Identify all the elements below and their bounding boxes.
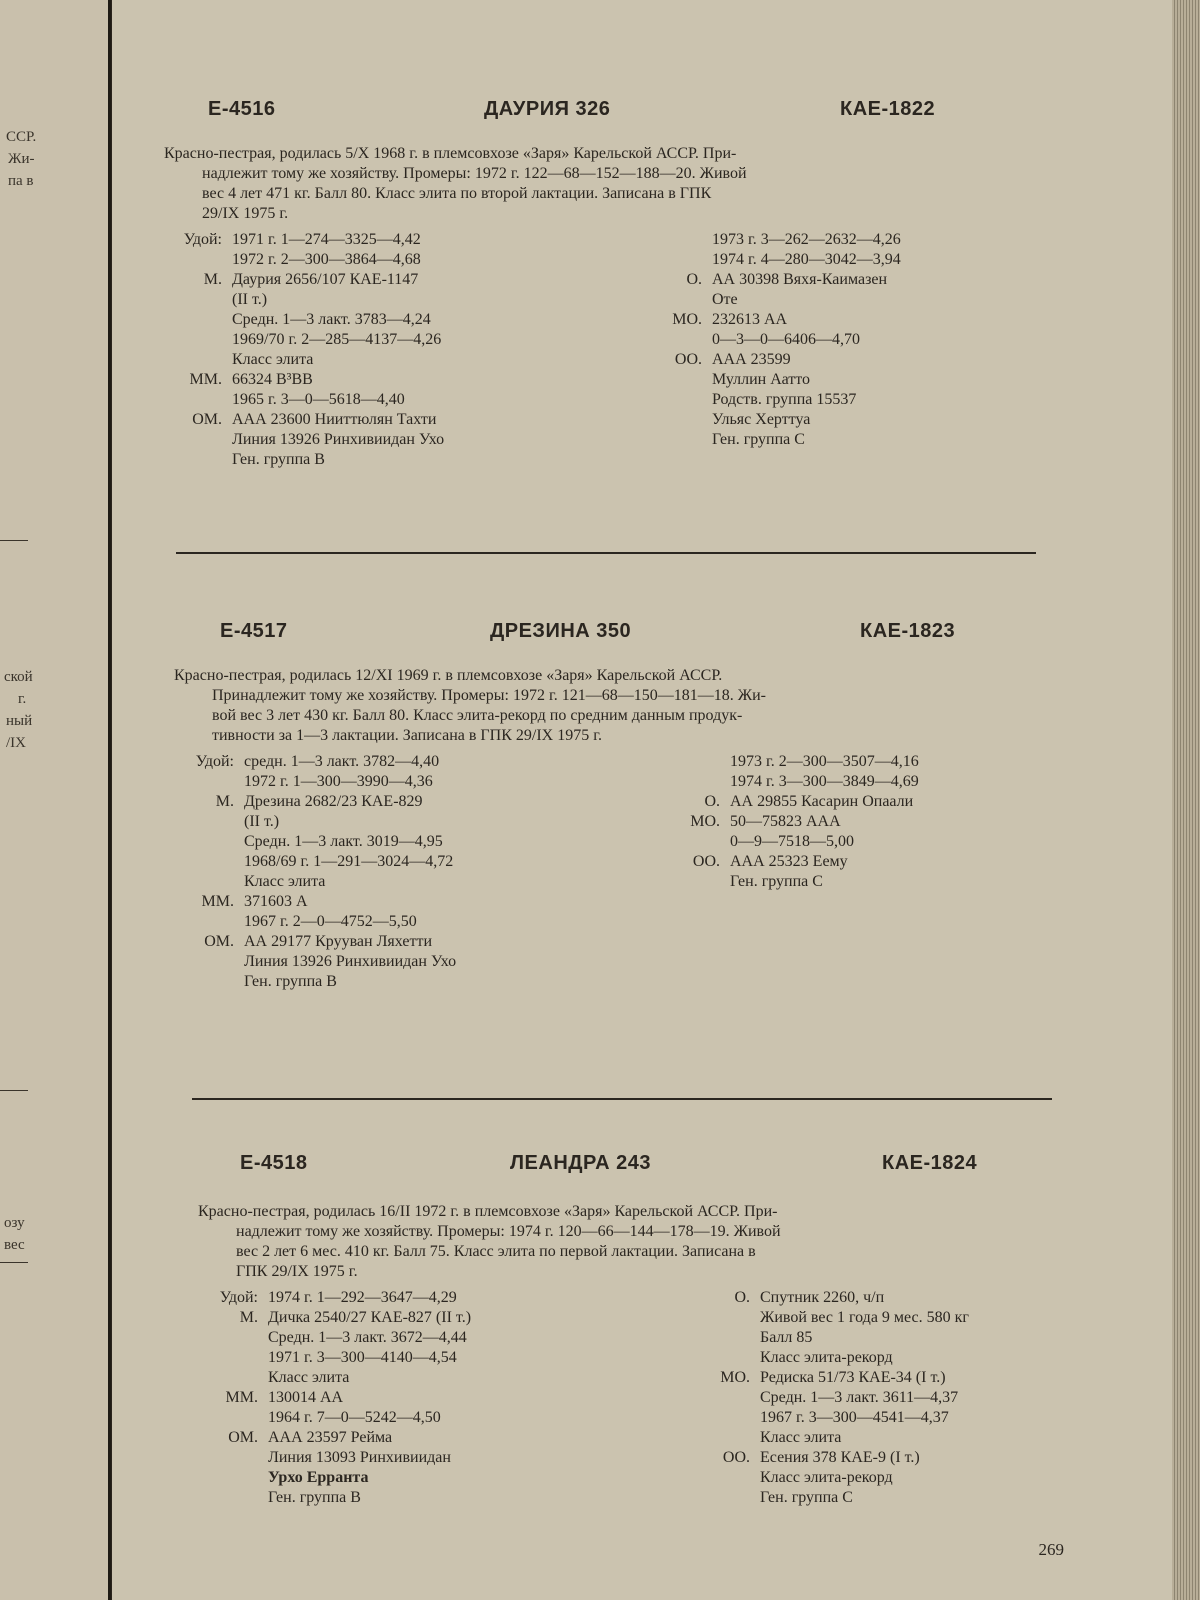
- pedigree-line: [162, 390, 444, 410]
- pedigree-line: [198, 1428, 471, 1448]
- pedigree-line: [660, 832, 919, 852]
- pedigree-line: [660, 792, 919, 812]
- pedigree-line: [174, 752, 456, 772]
- pedigree-value: Линия 13926 Ринхивиидан Ухо: [244, 953, 457, 970]
- pedigree-value: Редиска 51/73 КАЕ-34 (I т.): [760, 1369, 946, 1386]
- pedigree-value: Ген. группа В: [232, 451, 325, 468]
- pedigree-value: 371603 А: [244, 893, 308, 910]
- entry-id: Е-4517: [220, 620, 288, 642]
- pedigree-key: О.: [704, 793, 720, 810]
- entry-id: Е-4516: [208, 98, 276, 120]
- pedigree-key: М.: [239, 1309, 258, 1326]
- pedigree-value: Даурия 2656/107 КАЕ-1147: [232, 271, 419, 288]
- pedigree-value: Класс элита: [232, 351, 314, 368]
- pedigree-value: Ген. группа В: [268, 1489, 361, 1506]
- pedigree-value: 1971 г. 1—274—3325—4,42: [232, 231, 421, 248]
- left-fragment: /IX: [6, 735, 26, 751]
- pedigree-value: Живой вес 1 года 9 мес. 580 кг: [760, 1309, 969, 1326]
- pedigree-value: 232613 АА: [712, 311, 788, 328]
- entry-name: ЛЕАНДРА 243: [510, 1152, 651, 1174]
- left-fragment: ный: [6, 713, 33, 729]
- desc-line: ГПК 29/IX 1975 г.: [236, 1263, 358, 1280]
- pedigree-line: [174, 972, 456, 992]
- pedigree-key: МО.: [672, 311, 702, 328]
- pedigree-line: [690, 1468, 969, 1488]
- pedigree-line: [198, 1468, 471, 1488]
- desc-line: вой вес 3 лет 430 кг. Балл 80. Класс элита-рекорд по средним данным продук-: [212, 707, 743, 724]
- pedigree-value: ААА 23600 Нииттюлян Тахти: [232, 411, 437, 428]
- pedigree-value: 1973 г. 3—262—2632—4,26: [712, 231, 901, 248]
- desc-line: вес 4 лет 471 кг. Балл 80. Класс элита по второй лактации. Записана в ГПК: [202, 185, 712, 202]
- pedigree-value: средн. 1—3 лакт. 3782—4,40: [244, 753, 440, 770]
- desc-line: 29/IX 1975 г.: [202, 205, 289, 222]
- pedigree-value: Муллин Аатто: [712, 371, 811, 388]
- pedigree-key: Удой:: [195, 753, 234, 770]
- pedigree-line: [198, 1408, 471, 1428]
- pedigree-value: 1973 г. 2—300—3507—4,16: [730, 753, 919, 770]
- pedigree-value: Ген. группа С: [760, 1489, 853, 1506]
- pedigree-value: Спутник 2260, ч/п: [760, 1289, 885, 1306]
- left-divider: [0, 1090, 28, 1091]
- desc-line: вес 2 лет 6 мес. 410 кг. Балл 75. Класс элита по первой лактации. Записана в: [236, 1243, 756, 1260]
- desc-line: надлежит тому же хозяйству. Промеры: 1972 г. 122—68—152—188—20. Живой: [202, 165, 747, 182]
- pedigree-line: [198, 1348, 471, 1368]
- desc-line: Красно-пестрая, родилась 5/X 1968 г. в племсовхозе «Заря» Карельской АССР. При-: [164, 145, 737, 162]
- pedigree-value: Дрезина 2682/23 КАЕ-829: [244, 793, 423, 810]
- desc-line: надлежит тому же хозяйству. Промеры: 1974 г. 120—66—144—178—19. Живой: [236, 1223, 781, 1240]
- pedigree-key: ОО.: [722, 1449, 750, 1466]
- pedigree-value: Линия 13093 Ринхивиидан: [268, 1449, 451, 1466]
- pedigree-value: Класс элита: [244, 873, 326, 890]
- pedigree-value: АА 29177 Крууван Ляхетти: [244, 933, 433, 950]
- pedigree-value: Линия 13926 Ринхивиидан Ухо: [232, 431, 445, 448]
- pedigree-line: [162, 250, 444, 270]
- pedigree-line: [690, 1308, 969, 1328]
- entry-e4518: [112, 1152, 1172, 1506]
- left-fragment: ССР.: [6, 129, 37, 145]
- pedigree-value: Оте: [712, 291, 738, 308]
- pedigree-key: ОМ.: [204, 933, 234, 950]
- pedigree-value: 66324 В³ВВ: [232, 371, 313, 388]
- entry-header: [112, 1152, 1172, 1192]
- pedigree-value: Ген. группа С: [712, 431, 805, 448]
- entry-e4517: [112, 620, 1172, 990]
- pedigree-value: (II т.): [232, 291, 268, 308]
- left-divider: [0, 1262, 28, 1263]
- pedigree-value: 130014 АА: [268, 1389, 344, 1406]
- pedigree-line: [660, 872, 919, 892]
- pedigree-value: Есения 378 КАЕ-9 (I т.): [760, 1449, 920, 1466]
- pedigree-line: [162, 330, 444, 350]
- pedigree-value: Балл 85: [760, 1329, 813, 1346]
- pedigree-line: [162, 450, 444, 470]
- pedigree-value: Класс элита: [760, 1429, 842, 1446]
- pedigree-line: [162, 370, 444, 390]
- desc-line: Красно-пестрая, родилась 12/XI 1969 г. в племсовхозе «Заря» Карельской АССР.: [174, 667, 723, 684]
- pedigree-key: М.: [203, 271, 222, 288]
- entry-name: ДРЕЗИНА 350: [490, 620, 632, 642]
- pedigree-line: [162, 290, 444, 310]
- pedigree-line: [642, 350, 901, 370]
- left-fragment: озу: [4, 1215, 25, 1231]
- pedigree-line: [642, 230, 901, 250]
- pedigree-value: 1967 г. 2—0—4752—5,50: [244, 913, 417, 930]
- pedigree-line: [690, 1328, 969, 1348]
- pedigree-key: Удой:: [219, 1289, 258, 1306]
- pedigree-value: АА 29855 Касарин Опаали: [730, 793, 914, 810]
- pedigree-line: [174, 772, 456, 792]
- pedigree-value: АА 30398 Вяхя-Каимазен: [712, 271, 888, 288]
- pedigree-line: [174, 892, 456, 912]
- pedigree-line: [174, 812, 456, 832]
- entry-separator: [192, 1098, 1052, 1100]
- pedigree-line: [174, 792, 456, 812]
- pedigree-line: [690, 1348, 969, 1368]
- pedigree-line: [642, 410, 901, 430]
- entry-code: КАЕ-1823: [860, 620, 956, 642]
- entry-header: [112, 620, 1172, 660]
- pedigree-key: МО.: [690, 813, 720, 830]
- pedigree-value: Ген. группа С: [730, 873, 823, 890]
- entry-id: Е-4518: [240, 1152, 308, 1174]
- entry-code: КАЕ-1822: [840, 98, 936, 120]
- pedigree-line: [162, 430, 444, 450]
- pedigree-key: ММ.: [225, 1389, 258, 1406]
- pedigree-right: [660, 752, 919, 892]
- pedigree-value: Средн. 1—3 лакт. 3019—4,95: [244, 833, 443, 850]
- pedigree-left: [198, 1288, 471, 1508]
- pedigree-line: [174, 952, 456, 972]
- pedigree-value: ААА 23597 Рейма: [268, 1429, 393, 1446]
- pedigree-line: [642, 430, 901, 450]
- entry-name: ДАУРИЯ 326: [484, 98, 611, 120]
- pedigree-key: О.: [734, 1289, 750, 1306]
- pedigree-line: [198, 1388, 471, 1408]
- pedigree-key: ОО.: [692, 853, 720, 870]
- pedigree-line: [174, 872, 456, 892]
- entry-separator: [176, 552, 1036, 554]
- left-fragment: ской: [4, 669, 33, 685]
- pedigree-line: [642, 390, 901, 410]
- pedigree-line: [690, 1428, 969, 1448]
- pedigree-line: [690, 1408, 969, 1428]
- entry-description: [164, 144, 1014, 224]
- pedigree-line: [642, 370, 901, 390]
- pedigree-line: [198, 1288, 471, 1308]
- pedigree-key: М.: [215, 793, 234, 810]
- pedigree-line: [198, 1308, 471, 1328]
- pedigree-key: Удой:: [183, 231, 222, 248]
- pedigree-value: Дичка 2540/27 КАЕ-827 (II т.): [268, 1309, 472, 1326]
- entry-code: КАЕ-1824: [882, 1152, 978, 1174]
- pedigree-line: [174, 852, 456, 872]
- pedigree-right: [690, 1288, 969, 1508]
- pedigree-value: (II т.): [244, 813, 280, 830]
- pedigree-value: 1972 г. 1—300—3990—4,36: [244, 773, 433, 790]
- pedigree-key: О.: [686, 271, 702, 288]
- pedigree-value: ААА 23599: [712, 351, 791, 368]
- pedigree-line: [660, 752, 919, 772]
- pedigree-value: Средн. 1—3 лакт. 3783—4,24: [232, 311, 431, 328]
- pedigree-line: [642, 290, 901, 310]
- pedigree-line: [198, 1448, 471, 1468]
- left-fragment: вес: [4, 1237, 25, 1253]
- entry-e4516: [112, 98, 1172, 468]
- pedigree-line: [162, 310, 444, 330]
- pedigree-line: [198, 1488, 471, 1508]
- pedigree-value: Средн. 1—3 лакт. 3611—4,37: [760, 1389, 959, 1406]
- book-edge: [1172, 0, 1200, 1600]
- pedigree-value: Класс элита-рекорд: [760, 1349, 893, 1366]
- entry-description: [174, 666, 1024, 746]
- pedigree-right: [642, 230, 901, 450]
- pedigree-line: [690, 1288, 969, 1308]
- pedigree-line: [690, 1388, 969, 1408]
- pedigree-value: 1969/70 г. 2—285—4137—4,26: [232, 331, 442, 348]
- pedigree-value: 1967 г. 3—300—4541—4,37: [760, 1409, 949, 1426]
- pedigree-value: 1974 г. 3—300—3849—4,69: [730, 773, 919, 790]
- pedigree-line: [162, 410, 444, 430]
- pedigree-value: Родств. группа 15537: [712, 391, 857, 408]
- pedigree-line: [162, 350, 444, 370]
- pedigree-line: [690, 1368, 969, 1388]
- pedigree-line: [198, 1368, 471, 1388]
- left-fragment: па в: [8, 173, 34, 189]
- pedigree-value: 1964 г. 7—0—5242—4,50: [268, 1409, 441, 1426]
- pedigree-left: [162, 230, 444, 470]
- pedigree-value: 1965 г. 3—0—5618—4,40: [232, 391, 405, 408]
- page-number: 269: [1038, 1540, 1064, 1559]
- pedigree-value: Урхо Ерранта: [268, 1469, 369, 1486]
- pedigree-line: [660, 852, 919, 872]
- entry-header: [112, 98, 1172, 138]
- pedigree-value: Средн. 1—3 лакт. 3672—4,44: [268, 1329, 467, 1346]
- pedigree-value: 0—9—7518—5,00: [730, 833, 854, 850]
- pedigree-value: Ульяс Херттуа: [712, 411, 811, 428]
- pedigree-key: ОМ.: [192, 411, 222, 428]
- pedigree-value: 1972 г. 2—300—3864—4,68: [232, 251, 421, 268]
- entry-description: [198, 1202, 1048, 1282]
- pedigree-value: ААА 25323 Еему: [730, 853, 848, 870]
- pedigree-key: ММ.: [201, 893, 234, 910]
- pedigree-value: 1974 г. 1—292—3647—4,29: [268, 1289, 457, 1306]
- book-page: [112, 0, 1172, 1600]
- pedigree-line: [642, 250, 901, 270]
- left-fragment: г.: [18, 691, 27, 707]
- pedigree-line: [690, 1448, 969, 1468]
- pedigree-line: [174, 912, 456, 932]
- pedigree-key: ОО.: [674, 351, 702, 368]
- left-divider: [0, 540, 28, 541]
- pedigree-value: 1971 г. 3—300—4140—4,54: [268, 1349, 457, 1366]
- pedigree-key: МО.: [720, 1369, 750, 1386]
- pedigree-key: ММ.: [189, 371, 222, 388]
- left-fragment: Жи-: [8, 151, 35, 167]
- pedigree-value: 50—75823 ААА: [730, 813, 841, 830]
- pedigree-value: 0—3—0—6406—4,70: [712, 331, 860, 348]
- pedigree-value: Класс элита-рекорд: [760, 1469, 893, 1486]
- pedigree-left: [174, 752, 456, 992]
- left-page-edge: [0, 0, 111, 1600]
- pedigree-line: [690, 1488, 969, 1508]
- pedigree-line: [174, 932, 456, 952]
- pedigree-line: [660, 812, 919, 832]
- pedigree-line: [162, 230, 444, 250]
- pedigree-value: Класс элита: [268, 1369, 350, 1386]
- desc-line: тивности за 1—3 лактации. Записана в ГПК 29/IX 1975 г.: [212, 727, 602, 744]
- pedigree-line: [660, 772, 919, 792]
- pedigree-line: [162, 270, 444, 290]
- pedigree-line: [198, 1328, 471, 1348]
- pedigree-line: [642, 270, 901, 290]
- pedigree-value: Ген. группа В: [244, 973, 337, 990]
- pedigree-line: [174, 832, 456, 852]
- pedigree-value: 1974 г. 4—280—3042—3,94: [712, 251, 901, 268]
- pedigree-line: [642, 330, 901, 350]
- desc-line: Принадлежит тому же хозяйству. Промеры: 1972 г. 121—68—150—181—18. Жи-: [212, 687, 766, 704]
- pedigree-value: 1968/69 г. 1—291—3024—4,72: [244, 853, 454, 870]
- pedigree-line: [642, 310, 901, 330]
- desc-line: Красно-пестрая, родилась 16/II 1972 г. в племсовхозе «Заря» Карельской АССР. При-: [198, 1203, 778, 1220]
- pedigree-key: ОМ.: [228, 1429, 258, 1446]
